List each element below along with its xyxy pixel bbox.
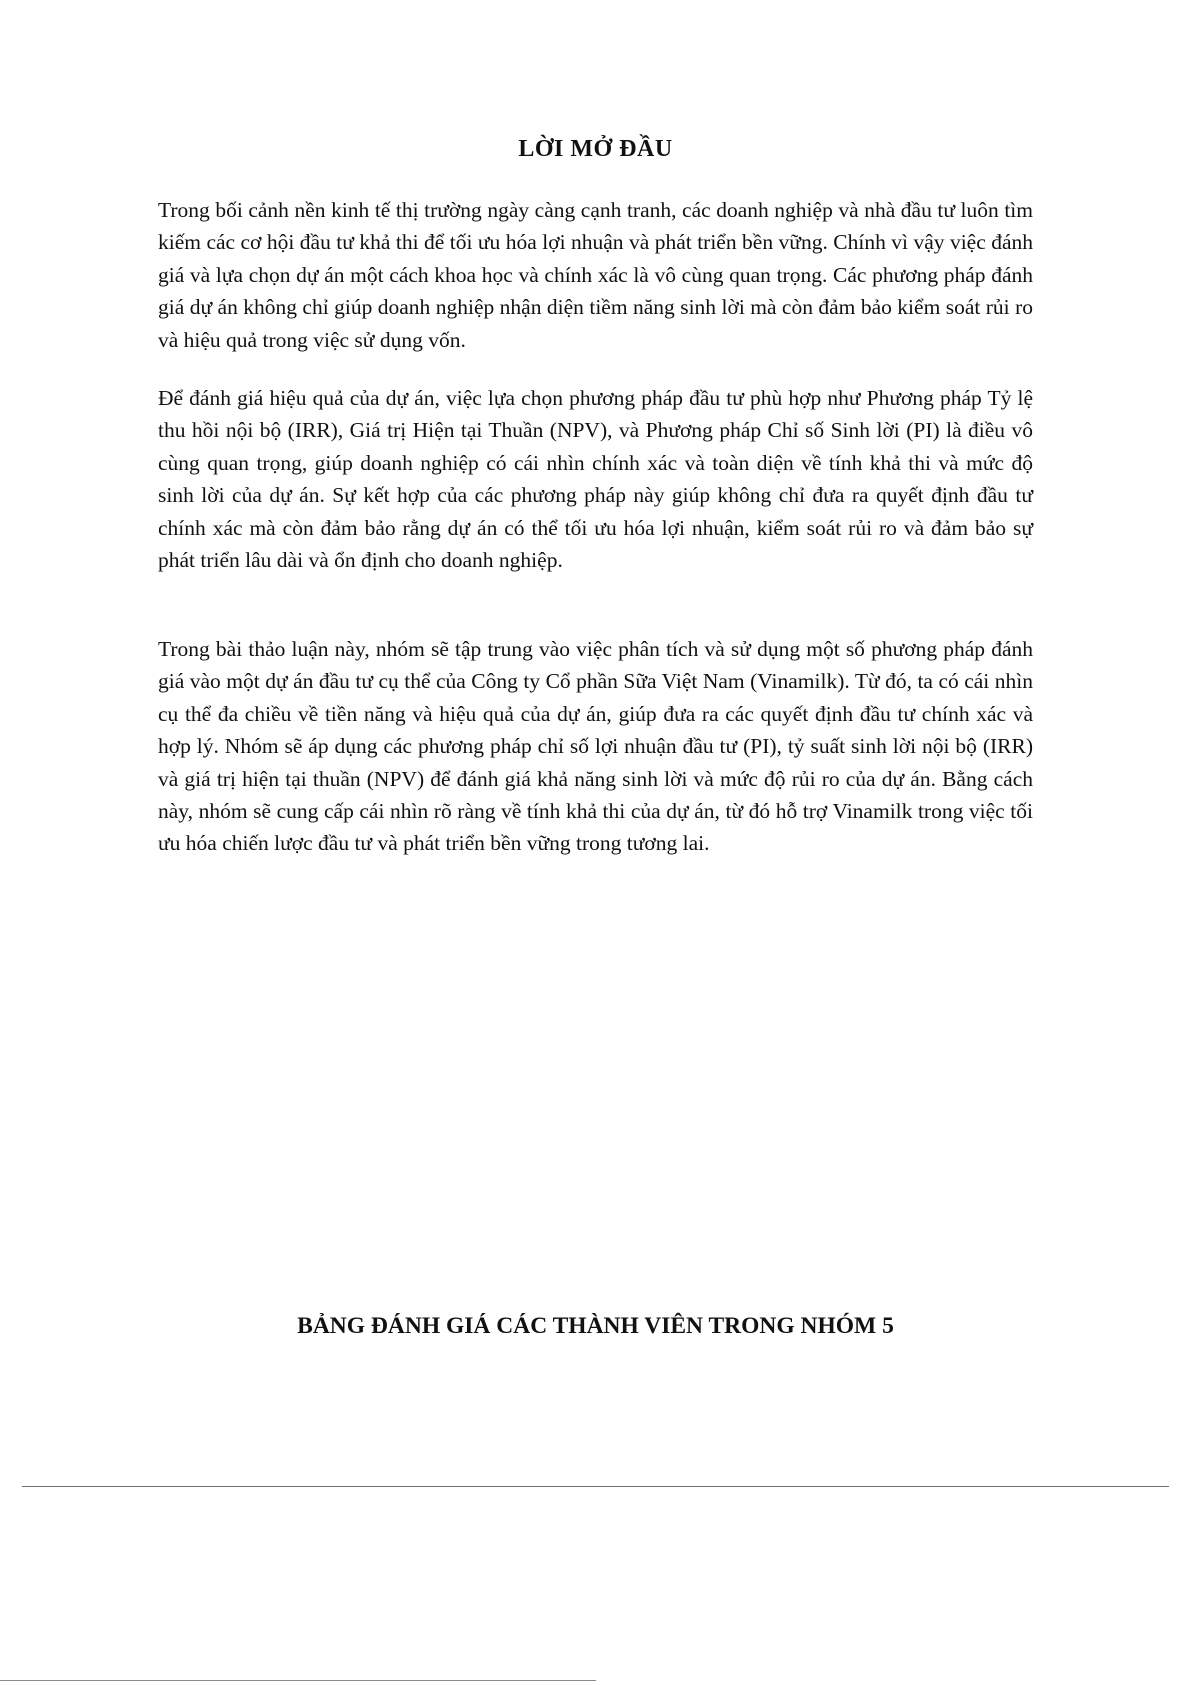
intro-paragraph-1: Trong bối cảnh nền kinh tế thị trường ngày càng cạnh tranh, các doanh nghiệp và nhà đầu tư luôn tìm kiếm các cơ hội đầu tư khả thi để tối ưu hóa lợi nhuận và phát triển bền vững. Chính vì vậy việc đánh giá và lựa chọn dự án một cách khoa học và chính xác là vô cùng quan trọng. Các phương pháp đánh giá dự án không chỉ giúp doanh nghiệp nhận diện tiềm năng sinh lời mà còn đảm bảo kiểm soát rủi ro và hiệu quả trong việc sử dụng vốn. (158, 198, 1033, 352)
page-divider (22, 1486, 1169, 1487)
intro-paragraph-2: Để đánh giá hiệu quả của dự án, việc lựa chọn phương pháp đầu tư phù hợp như Phương pháp Tỷ lệ thu hồi nội bộ (IRR), Giá trị Hiện tại Thuần (NPV), và Phương pháp Chỉ số Sinh lời (PI) là điều vô cùng quan trọng, giúp doanh nghiệp có cái nhìn chính xác và toàn diện về tính khả thi và mức độ sinh lời của dự án. Sự kết hợp của các phương pháp này giúp không chỉ đưa ra quyết định đầu tư chính xác mà còn đảm bảo rằng dự án có thể tối ưu hóa lợi nhuận, kiểm soát rủi ro và đảm bảo sự phát triển lâu dài và ổn định cho doanh nghiệp. (158, 386, 1033, 573)
section-heading: BẢNG ĐÁNH GIÁ CÁC THÀNH VIÊN TRONG NHÓM 5 (297, 1313, 894, 1339)
footnote-divider (0, 1680, 596, 1681)
page-title: LỜI MỞ ĐẦU (518, 136, 673, 162)
intro-paragraph-3: Trong bài thảo luận này, nhóm sẽ tập trung vào việc phân tích và sử dụng một số phương pháp đánh giá vào một dự án đầu tư cụ thể của Công ty Cổ phần Sữa Việt Nam (Vinamilk). Từ đó, ta có cái nhìn cụ thể đa chiều về tiền năng và hiệu quả của dự án, giúp đưa ra các quyết định đầu tư chính xác và hợp lý. Nhóm sẽ áp dụng các phương pháp chỉ số lợi nhuận đầu tư (PI), tỷ suất sinh lời nội bộ (IRR) và giá trị hiện tại thuần (NPV) để đánh giá khả năng sinh lời và mức độ rủi ro của dự án. Bằng cách này, nhóm sẽ cung cấp cái nhìn rõ ràng về tính khả thi của dự án, từ đó hỗ trợ Vinamilk trong việc tối ưu hóa chiến lược đầu tư và phát triển bền vững trong tương lai. (158, 637, 1033, 856)
